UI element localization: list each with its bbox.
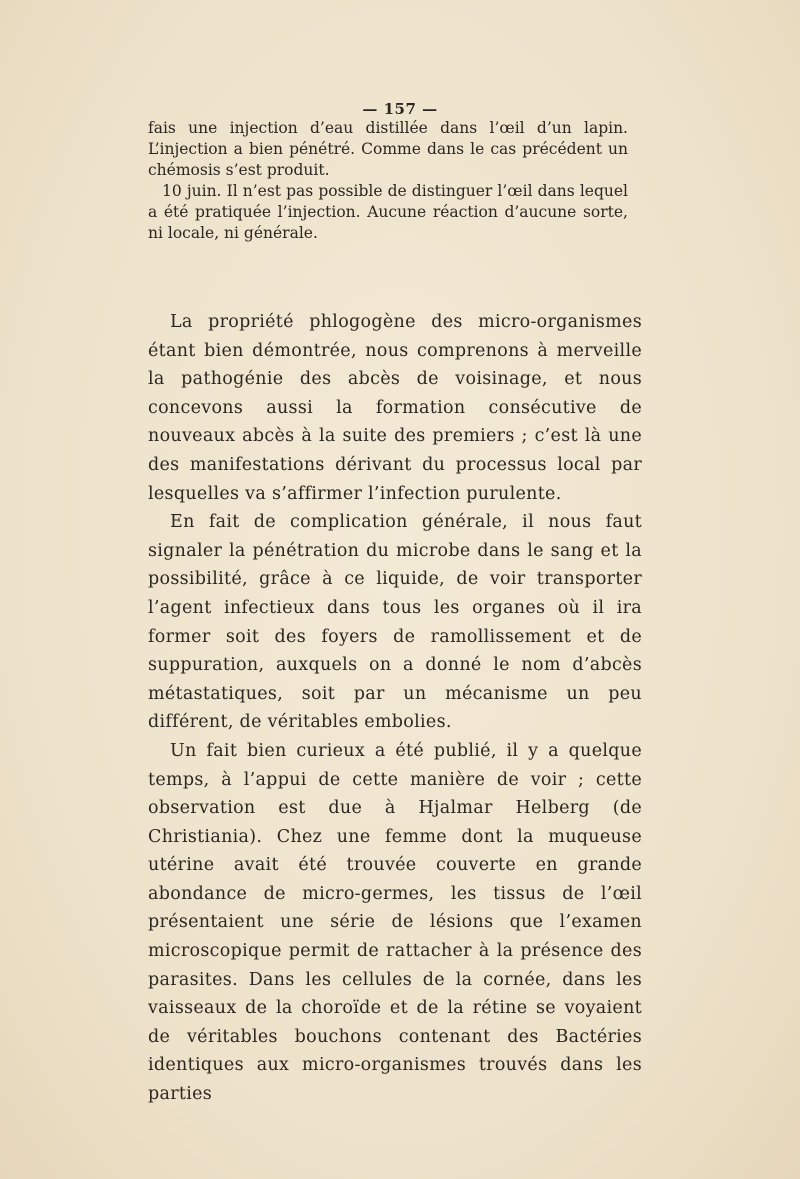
preceding-text-block [148,118,628,244]
page-number: — 157 — [362,100,438,118]
main-paragraph-1: La propriété phlogogène des micro-organismes étant bien démontrée, nous comprenons à merveille la pathogénie des abcès de voisinage, et nous concevons aussi la formation consécutive de nouveaux abcès à la suite des premiers ; c’est là une des manifestations dérivant du processus local par lesquelles va s’affirmer l’infection purulente. [148,312,642,504]
main-text-block [148,308,642,1109]
main-paragraph-3: Un fait bien curieux a été publié, il y a quelque temps, à l’appui de cette manière de voir ; cette observation est due à Hjalmar Helberg (de Christiania). Chez une femme dont la muqueuse utérine avait été trouvée couverte en grande abondance de micro-germes, les tissus de l’œil présentaient une série de lésions que l’examen microscopique permit de rattacher à la présence des parasites. Dans les cellules de la cornée, dans les vaisseaux de la choroïde et de la rétine se voyaient de véritables bouchons contenant des Bactéries identiques aux micro-organismes trouvés dans les parties [148,740,642,1105]
preceding-paragraph-2: 10 juin. Il n’est pas possible de distinguer l’œil dans lequel a été pratiquée l’injection. Aucune réaction d’aucune sorte, ni locale, ni générale. [148,182,628,242]
preceding-paragraph-1: fais une injection d’eau distillée dans l’œil d’un lapin. L’injection a bien pénétré. Comme dans le cas précédent un chémosis s’est produit. [148,119,628,179]
main-paragraph-2: En fait de complication générale, il nous faut signaler la pénétration du microbe dans le sang et la possibilité, grâce à ce liquide, de voir transporter l’agent infectieux dans tous les organes où il ira former soit des foyers de ramollissement et de suppuration, auxquels on a donné le nom d’abcès métastatiques, soit par un mécanisme un peu différent, de véritables embolies. [148,512,642,733]
